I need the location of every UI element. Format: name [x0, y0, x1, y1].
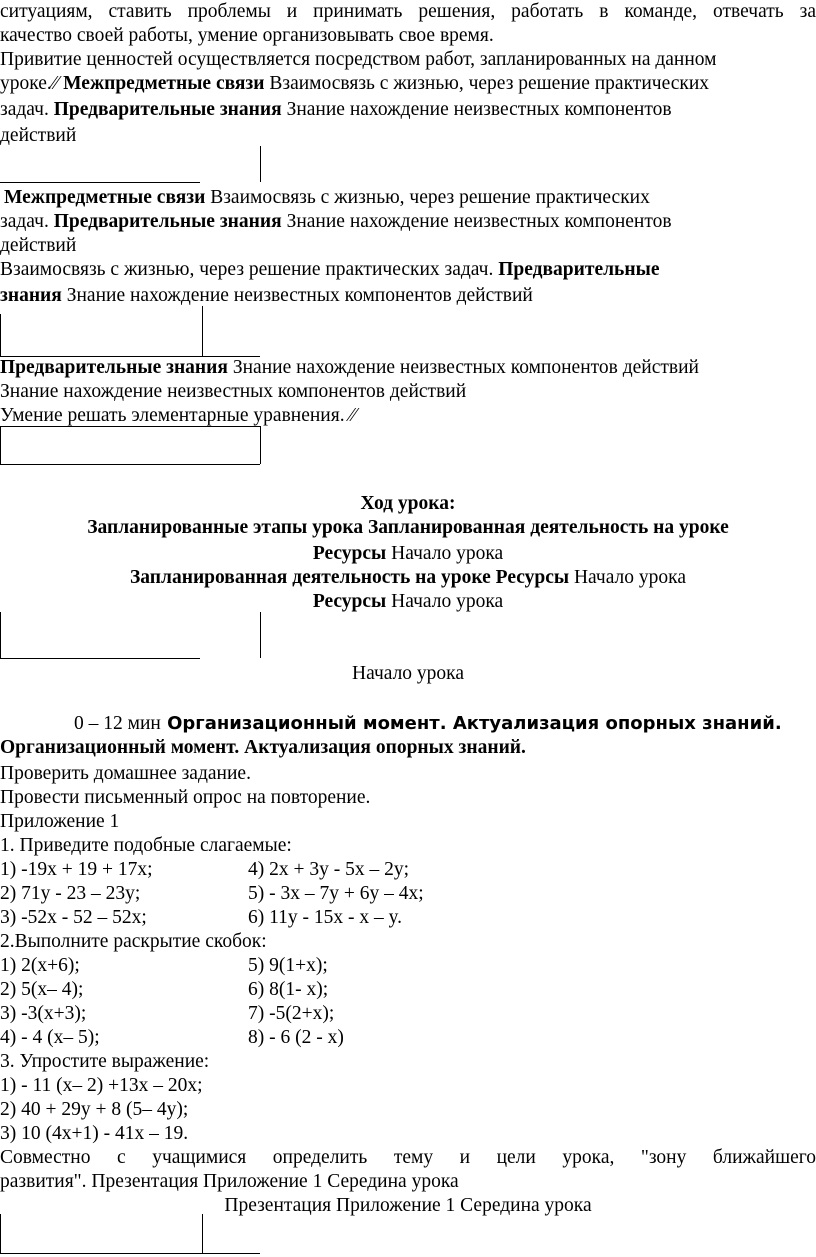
closing-line-1: Совместно с учащимися определить тему и цели урока, "зону ближайшего — [0, 1147, 816, 1168]
task2-row: 3) -3(x+3); 7) -5(2+x); — [0, 1003, 335, 1024]
intro-line-3: Привитие ценностей осуществляется посредством работ, запланированных на данном — [0, 49, 717, 70]
table-border — [0, 612, 1, 658]
table-border — [0, 314, 1, 356]
task1-row: 2) 71y - 23 – 23y; 5) - 3x – 7y + 6y – 4x; — [0, 883, 424, 904]
table-border — [0, 426, 1, 464]
task2-heading: 2.Выполните раскрытие скобок: — [0, 931, 267, 952]
intro-line-4: уроке.⁄⁄ Межпредметные связи Взаимосвязь с жизнью, через решение практических — [0, 73, 710, 94]
table-border — [260, 612, 261, 658]
task2-row: 2) 5(x– 4); 6) 8(1- x); — [0, 979, 329, 1000]
intro-line-5: задач. Предварительные знания Знание нахождение неизвестных компонентов — [0, 99, 672, 120]
stage-header: 0 – 12 мин Организационный момент. Актуализация опорных знаний. — [74, 713, 782, 734]
stage-survey: Провести письменный опрос на повторение. — [0, 787, 371, 808]
label-prior-knowledge: Предварительные знания — [53, 99, 282, 120]
table-border — [260, 426, 261, 464]
stage-appendix: Приложение 1 — [0, 811, 120, 832]
lesson-title: Ход урока: — [360, 493, 456, 514]
intro-line-1: ситуациям, ставить проблемы и принимать решения, работать в команде, отвечать за — [0, 1, 816, 22]
block2-line-1: Межпредметные связи Взаимосвязь с жизнью, через решение практических — [4, 187, 650, 208]
intro-line-2: качество своей работы, умение организовывать свое время. — [0, 25, 494, 46]
table-border — [202, 306, 203, 356]
table-border — [202, 1214, 203, 1254]
table-border — [0, 426, 260, 427]
block3-line-3: Умение решать элементарные уравнения. ⁄⁄ — [0, 405, 356, 426]
block2-line-2: задач. Предварительные знания Знание нахождение неизвестных компонентов — [0, 211, 672, 232]
stage-check-homework: Проверить домашнее задание. — [0, 763, 251, 784]
table-border — [0, 464, 260, 465]
task1-row: 1) -19x + 19 + 17x; 4) 2x + 3y - 5x – 2y; — [0, 859, 410, 880]
task1-heading: 1. Приведите подобные слагаемые: — [0, 835, 292, 856]
task3-item: 1) - 11 (x– 2) +13x – 20x; — [0, 1075, 203, 1096]
block3-line-2: Знание нахождение неизвестных компонентов действий — [0, 381, 467, 402]
lesson-line-1: Запланированные этапы урока Запланированная деятельность на уроке — [87, 517, 729, 538]
lesson-line-2: Ресурсы Начало урока — [312, 543, 504, 564]
stage-title: Организационный момент. Актуализация опорных знаний. — [0, 737, 526, 758]
label-interdisciplinary: Межпредметные связи — [63, 73, 265, 94]
lesson-line-4: Ресурсы Начало урока — [312, 591, 504, 612]
block2-line-4: Взаимосвязь с жизнью, через решение практических задач. Предварительные — [0, 259, 660, 280]
block3-line-1: Предварительные знания Знание нахождение неизвестных компонентов действий — [0, 357, 699, 378]
table-border — [0, 182, 200, 183]
block2-line-3: действий — [0, 235, 77, 256]
block2-line-5: знания Знание нахождение неизвестных компонентов действий — [0, 285, 533, 306]
table-border — [0, 658, 200, 659]
closing-line-3: Презентация Приложение 1 Середина урока — [224, 1195, 592, 1216]
task2-row: 4) - 4 (x– 5); 8) - 6 (2 - x) — [0, 1027, 344, 1048]
task3-heading: 3. Упростите выражение: — [0, 1051, 210, 1072]
lesson-start: Начало урока — [351, 663, 465, 684]
task1-row: 3) -52x - 52 – 52x; 6) 11y - 15x - x – y. — [0, 907, 402, 928]
task3-item: 2) 40 + 29y + 8 (5– 4y); — [0, 1099, 189, 1120]
task3-item: 3) 10 (4x+1) - 41x – 19. — [0, 1123, 189, 1144]
intro-line-6: действий — [0, 125, 77, 146]
lesson-line-3: Запланированная деятельность на уроке Ресурсы Начало урока — [130, 567, 686, 588]
table-border — [0, 1253, 260, 1254]
table-border — [260, 146, 261, 182]
task2-row: 1) 2(x+6); 5) 9(1+x); — [0, 955, 328, 976]
closing-line-2: развития". Презентация Приложение 1 Середина урока — [0, 1171, 459, 1192]
table-border — [0, 1214, 1, 1254]
